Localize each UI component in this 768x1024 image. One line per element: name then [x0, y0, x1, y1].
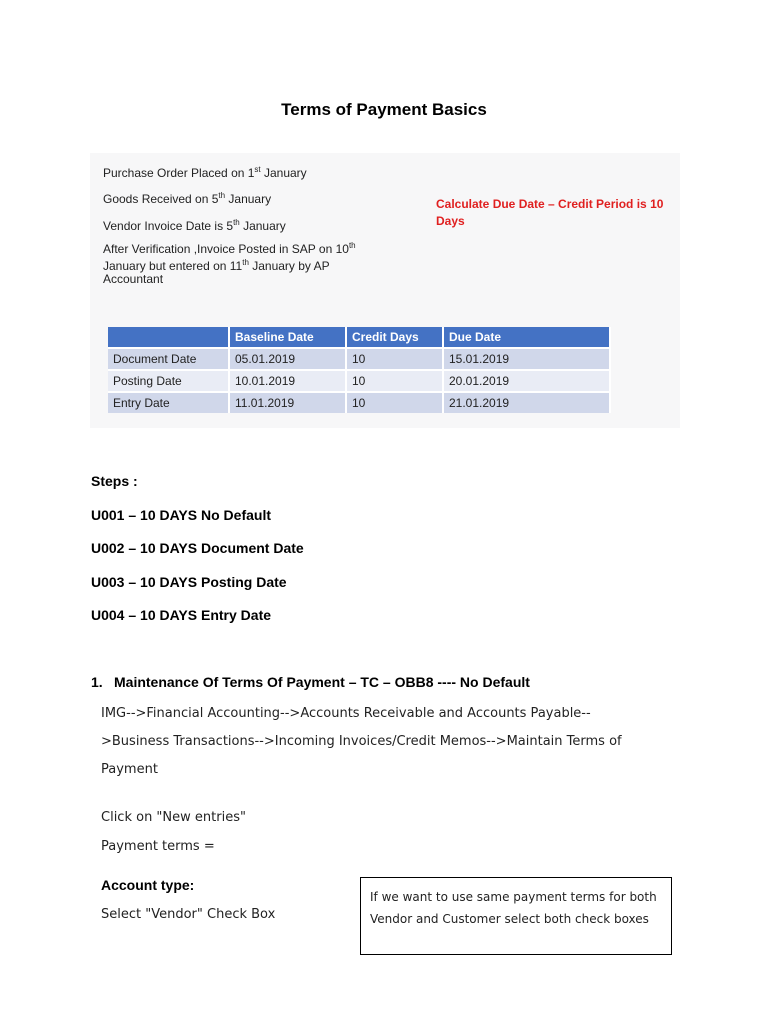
section-heading [91, 674, 530, 690]
table-cell: Posting Date [108, 370, 229, 392]
table-row [108, 348, 610, 370]
table-cell: 11.01.2019 [229, 392, 346, 413]
section-number: 1. [91, 674, 103, 690]
payment-example-figure [90, 153, 680, 428]
table-cell: Entry Date [108, 392, 229, 413]
table-cell: 21.01.2019 [443, 392, 610, 413]
step-item: U001 – 10 DAYS No Default [91, 507, 271, 523]
step-item: U003 – 10 DAYS Posting Date [91, 574, 287, 590]
step-item: U004 – 10 DAYS Entry Date [91, 607, 272, 623]
table-cell: 10 [346, 348, 443, 370]
payment-terms-text: Payment terms = [101, 839, 215, 854]
account-type-heading: Account type: [101, 877, 195, 893]
table-cell: 20.01.2019 [443, 370, 610, 392]
path-line: Payment [101, 762, 158, 777]
table-cell: 10 [346, 392, 443, 413]
select-vendor-text: Select "Vendor" Check Box [101, 907, 276, 922]
path-line: IMG-->Financial Accounting-->Accounts Receivable and Accounts Payable-- [101, 706, 591, 721]
figure-line: After Verification ,Invoice Posted in SAP on 10th [103, 241, 356, 256]
table-row [108, 370, 610, 392]
figure-line: Purchase Order Placed on 1st January [103, 165, 307, 180]
figure-line: January but entered on 11th January by AP [103, 258, 330, 273]
table-header-cell: Baseline Date [229, 327, 346, 348]
table-header-cell: Due Date [443, 327, 610, 348]
both-checkboxes-note: If we want to use same payment terms for both Vendor and Customer select both check boxes [360, 877, 672, 955]
figure-line: Accountant [103, 272, 164, 286]
table-row [108, 392, 610, 413]
table-cell: 10.01.2019 [229, 370, 346, 392]
due-date-note: Calculate Due Date – Credit Period is 10 Days [436, 197, 664, 228]
img-menu-path [101, 700, 661, 784]
click-new-entries-text: Click on "New entries" [101, 810, 246, 825]
figure-line: Vendor Invoice Date is 5th January [103, 218, 286, 233]
table-header-row [108, 327, 610, 348]
table-cell: Document Date [108, 348, 229, 370]
page-title: Terms of Payment Basics [281, 100, 487, 119]
figure-line: Goods Received on 5th January [103, 191, 272, 206]
table-cell: 15.01.2019 [443, 348, 610, 370]
path-line: >Business Transactions-->Incoming Invoices/Credit Memos-->Maintain Terms of [101, 734, 622, 749]
table-cell: 05.01.2019 [229, 348, 346, 370]
step-item: U002 – 10 DAYS Document Date [91, 540, 304, 556]
due-date-table [108, 327, 611, 413]
steps-heading: Steps : [91, 473, 138, 489]
table-cell: 10 [346, 370, 443, 392]
table-header-cell [108, 327, 229, 348]
section-title: Maintenance Of Terms Of Payment – TC – OBB8 ---- No Default [114, 674, 530, 690]
table-header-cell: Credit Days [346, 327, 443, 348]
